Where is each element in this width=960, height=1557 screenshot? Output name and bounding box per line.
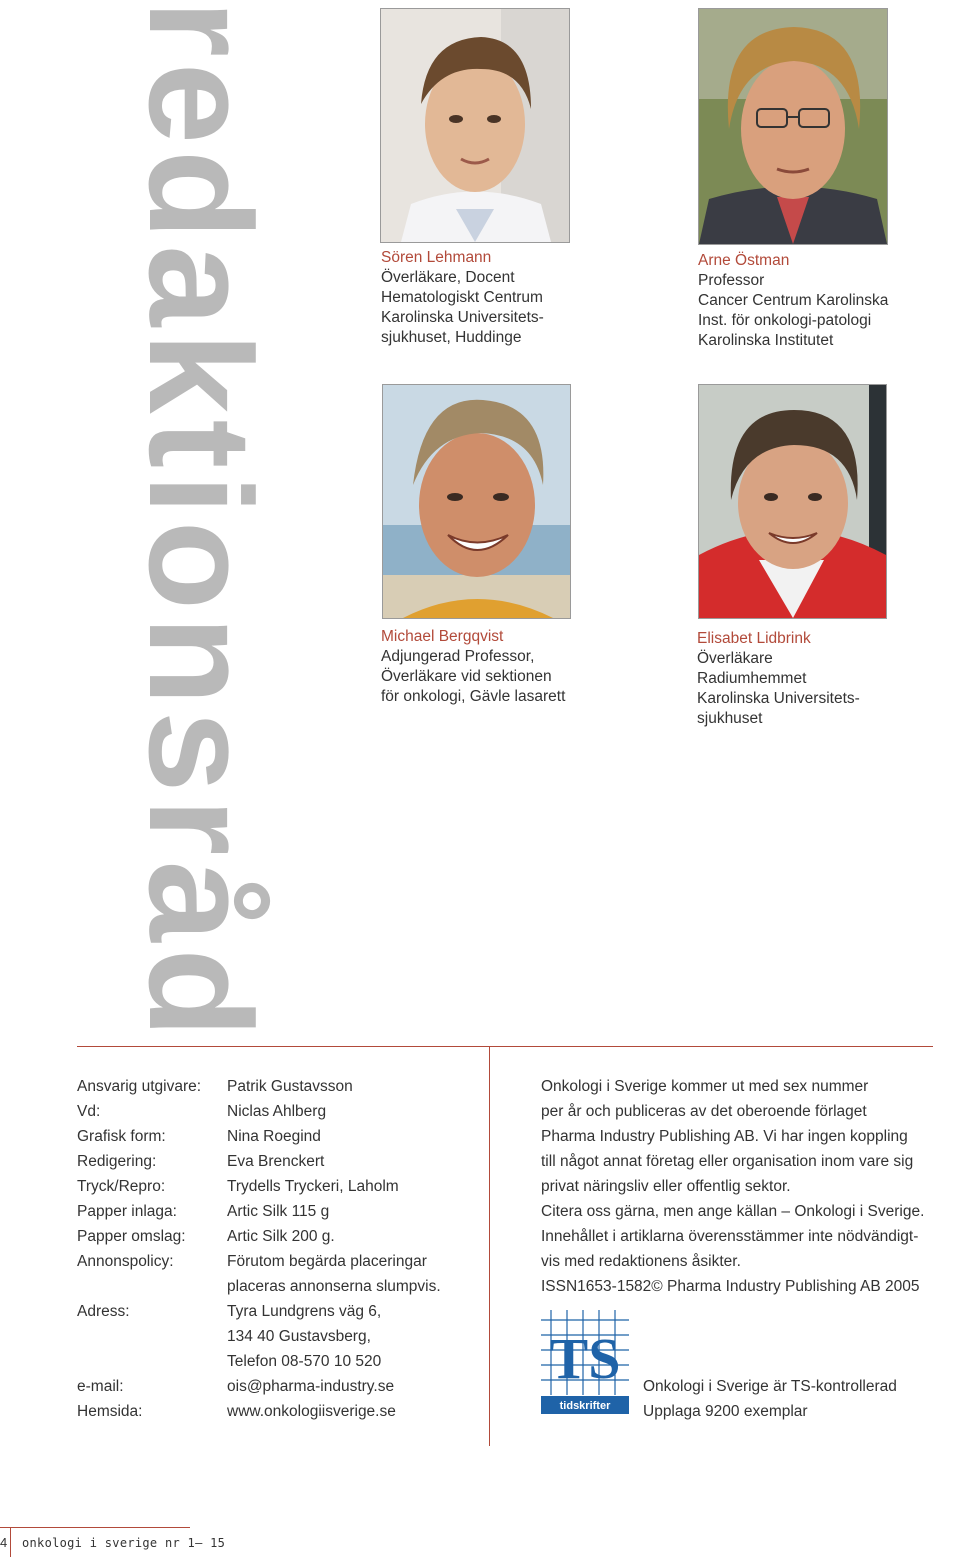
member-title-line: Karolinska Institutet: [698, 332, 834, 349]
colophon-value: Telefon 08-570 10 520: [227, 1353, 382, 1370]
member-title-line: Adjungerad Professor,: [381, 648, 535, 665]
portrait-photo-bergqvist: [382, 384, 571, 619]
colophon-label: Vd:: [77, 1103, 101, 1120]
colophon-label: Tryck/Repro:: [77, 1178, 166, 1195]
ts-logo-graphic: [541, 1310, 629, 1414]
colophon-label: Ansvarig utgivare:: [77, 1078, 202, 1095]
colophon-row: [77, 1124, 441, 1149]
colophon-divider-vertical: [489, 1046, 490, 1446]
member-title-line: Inst. för onkologi-patologi: [698, 312, 872, 329]
colophon-row: [77, 1099, 441, 1124]
colophon-value: Artic Silk 115 g: [227, 1203, 330, 1220]
magazine-issue: onkologi i sverige nr 1– 15: [22, 1536, 226, 1550]
colophon-row: [77, 1174, 441, 1199]
section-title: [119, 0, 282, 1044]
colophon-value: Nina Roegind: [227, 1128, 321, 1145]
colophon-row: [77, 1399, 441, 1424]
page-number: 4: [0, 1535, 8, 1550]
colophon-value: Förutom begärda placeringar: [227, 1253, 427, 1270]
colophon-value: Patrik Gustavsson: [227, 1078, 353, 1095]
ts-certification-note: [643, 1374, 897, 1424]
colophon-value: Niclas Ahlberg: [227, 1103, 327, 1120]
statement-line: vis med redaktionens åsikter.: [541, 1253, 741, 1270]
colophon-row: [77, 1074, 441, 1099]
statement-line: ISSN1653-1582© Pharma Industry Publishing AB 2005: [541, 1278, 920, 1295]
colophon-label: Grafisk form:: [77, 1128, 166, 1145]
member-title-line: Överläkare vid sektionen: [381, 668, 552, 685]
colophon-value: Tyra Lundgrens väg 6,: [227, 1303, 382, 1320]
email-link[interactable]: ois@pharma-industry.se: [227, 1378, 395, 1395]
colophon-label: Adress:: [77, 1303, 130, 1320]
member-title-line: Överläkare, Docent: [381, 269, 515, 286]
colophon-row: [77, 1224, 441, 1249]
member-title-line: Radiumhemmet: [697, 670, 807, 687]
portrait-photo-lehmann: [380, 8, 570, 243]
section-title-text: redaktionsråd: [119, 0, 282, 1044]
member-caption-bergqvist: [381, 627, 565, 707]
colophon-label: Papper omslag:: [77, 1228, 186, 1245]
colophon-label: Hemsida:: [77, 1403, 143, 1420]
colophon-divider-horizontal: [77, 1046, 933, 1047]
member-title-line: Hematologiskt Centrum: [381, 289, 543, 306]
member-caption-lidbrink: [697, 629, 860, 729]
ts-logo-letters: TS: [549, 1326, 621, 1391]
colophon-row: [77, 1149, 441, 1174]
ts-logo-sub: tidskrifter: [559, 1400, 611, 1412]
statement-line: Onkologi i Sverige kommer ut med sex nummer: [541, 1078, 869, 1095]
member-caption-ostman: [698, 251, 888, 351]
colophon-row: [77, 1199, 441, 1224]
member-title-line: Karolinska Universitets-: [697, 690, 860, 707]
statement-line: till något annat företag eller organisation inom vare sig: [541, 1153, 914, 1170]
colophon-label: e-mail:: [77, 1378, 124, 1395]
website-link[interactable]: www.onkologiisverige.se: [227, 1403, 396, 1420]
footer-tick: [10, 1527, 11, 1557]
member-name: Arne Östman: [698, 252, 790, 269]
colophon-value: Artic Silk 200 g.: [227, 1228, 335, 1245]
colophon: [77, 1074, 441, 1424]
colophon-label: Papper inlaga:: [77, 1203, 177, 1220]
colophon-row: [77, 1249, 441, 1299]
ts-tidskrifter-logo: [541, 1310, 629, 1414]
colophon-value: Trydells Tryckeri, Laholm: [227, 1178, 399, 1195]
statement-line: Citera oss gärna, men ange källan – Onkologi i Sverige.: [541, 1203, 925, 1220]
member-name: Michael Bergqvist: [381, 628, 504, 645]
statement-line: privat näringsliv eller offentlig sektor.: [541, 1178, 791, 1195]
colophon-value: 134 40 Gustavsberg,: [227, 1328, 371, 1345]
member-name: Elisabet Lidbrink: [697, 630, 811, 647]
footer-rule: [0, 1527, 190, 1528]
member-title-line: Professor: [698, 272, 765, 289]
ts-note-line: Upplaga 9200 exemplar: [643, 1403, 808, 1420]
statement-line: Pharma Industry Publishing AB. Vi har ingen koppling: [541, 1128, 908, 1145]
portrait-photo-ostman: [698, 8, 888, 245]
colophon-label: Redigering:: [77, 1153, 157, 1170]
portrait-photo-lidbrink: [698, 384, 887, 619]
colophon-value: placeras annonserna slumpvis.: [227, 1278, 441, 1295]
colophon-value: Eva Brenckert: [227, 1153, 325, 1170]
colophon-row: [77, 1299, 441, 1374]
member-caption-lehmann: [381, 248, 544, 348]
member-title-line: Cancer Centrum Karolinska: [698, 292, 889, 309]
member-title-line: Överläkare: [697, 650, 773, 667]
colophon-row: [77, 1374, 441, 1399]
member-title-line: sjukhuset, Huddinge: [381, 329, 522, 346]
ts-note-line: Onkologi i Sverige är TS-kontrollerad: [643, 1378, 897, 1395]
member-name: Sören Lehmann: [381, 249, 492, 266]
statement-line: per år och publiceras av det oberoende förlaget: [541, 1103, 867, 1120]
statement-line: Innehållet i artiklarna överensstämmer inte nödvändigt-: [541, 1228, 919, 1245]
member-title-line: Karolinska Universitets-: [381, 309, 544, 326]
member-title-line: för onkologi, Gävle lasarett: [381, 688, 566, 705]
publisher-statement: [541, 1074, 924, 1299]
page-footer: [0, 1535, 225, 1551]
member-title-line: sjukhuset: [697, 710, 763, 727]
colophon-label: Annonspolicy:: [77, 1253, 174, 1270]
